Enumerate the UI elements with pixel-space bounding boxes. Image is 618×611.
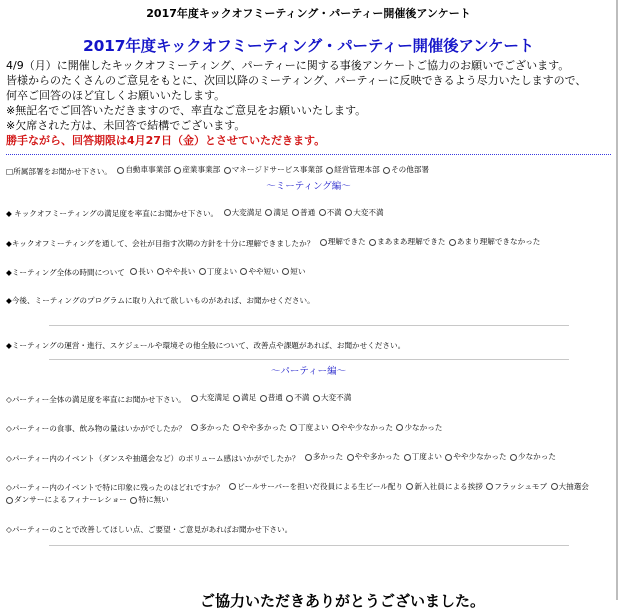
radio-button[interactable]	[199, 268, 206, 275]
page-border	[616, 0, 617, 600]
question-label: ◆ミーティングの運営・進行、スケジュールや環境その他全般について、改善点や課題があれば、お聞かせください。	[6, 341, 406, 350]
option-label: 満足	[241, 393, 257, 402]
radio-button[interactable]	[326, 167, 333, 174]
radio-button[interactable]	[396, 424, 403, 431]
option-m1-0[interactable]	[224, 207, 262, 219]
option-m1-1[interactable]	[265, 207, 288, 219]
radio-button[interactable]	[383, 167, 390, 174]
option-label: 大変満足	[199, 393, 230, 402]
radio-button[interactable]	[486, 483, 493, 490]
question-m4	[0, 295, 617, 307]
intro-line: 皆様からのたくさんのご意見をもとに、次回以降のミーティング、パーティーに反映できるよう尽力いたしますので、	[6, 74, 587, 87]
option-p3-0[interactable]	[305, 451, 343, 463]
question-label: ◇パーティー内のイベント（ダンスや抽選会など）のボリューム感はいかがでしたか？	[6, 453, 300, 463]
option-m3-4[interactable]	[282, 266, 305, 278]
option-p2-4[interactable]	[396, 422, 442, 434]
option-label: 短い	[290, 266, 306, 276]
option-label: やや少なかった	[339, 422, 394, 432]
radio-button[interactable]	[406, 483, 413, 490]
header-title: 2017年度キックオフミーティング・パーティー開催後アンケート	[146, 7, 471, 20]
radio-button[interactable]	[157, 268, 164, 275]
option-label: 丁度よい	[298, 422, 329, 432]
page-title: 2017年度キックオフミーティング・パーティー開催後アンケート	[83, 37, 534, 55]
option-label: 自動車事業部	[125, 165, 171, 174]
option-label: フラッシュモブ	[494, 481, 548, 491]
option-p2-0[interactable]	[191, 422, 229, 434]
option-p3-1[interactable]	[347, 451, 401, 463]
option-label: 大変不満	[353, 207, 384, 217]
radio-button[interactable]	[320, 239, 327, 246]
radio-button[interactable]	[174, 167, 181, 174]
option-m1-2[interactable]	[292, 207, 315, 219]
radio-button[interactable]	[286, 395, 293, 402]
thank-you-text: ご協力いただきありがとうございました。	[200, 592, 486, 610]
question-m5	[0, 340, 617, 352]
radio-button[interactable]	[345, 209, 352, 216]
question-label: ◇パーティーの食事、飲み物の量はいかがでしたか？	[6, 424, 186, 433]
option-label: ダンサーによるフィナーレショー	[14, 495, 127, 504]
radio-button[interactable]	[130, 268, 137, 275]
radio-button[interactable]	[265, 209, 272, 216]
option-m2-0[interactable]	[320, 236, 366, 248]
option-p3-3[interactable]	[445, 451, 506, 463]
textarea-line[interactable]	[49, 325, 569, 326]
option-p1-3[interactable]	[286, 392, 309, 404]
section-title-party: ～パーティー編～	[270, 366, 347, 377]
option-m2-2[interactable]	[449, 236, 541, 248]
option-department-2[interactable]	[224, 164, 323, 176]
intro-line: 4/9（月）に開催したキックオフミーティング、パーティーに関する事後アンケートご協力のお願いでございます。	[6, 59, 570, 72]
option-label: 大抽選会	[558, 481, 589, 491]
radio-button[interactable]	[6, 497, 13, 504]
radio-button[interactable]	[292, 209, 299, 216]
option-label: 産業事業部	[182, 165, 221, 174]
option-label: やや多かった	[354, 452, 401, 461]
option-p4-5[interactable]	[130, 494, 168, 506]
option-department-3[interactable]	[326, 164, 380, 176]
radio-button[interactable]	[404, 454, 411, 461]
question-label: ◆ミーティング全体の時間について	[6, 268, 125, 277]
option-p4-4[interactable]	[6, 494, 127, 506]
radio-button[interactable]	[224, 209, 231, 216]
radio-button[interactable]	[233, 424, 240, 431]
radio-button[interactable]	[332, 424, 339, 431]
option-label: その他部署	[391, 165, 430, 174]
option-label: 大変満足	[231, 207, 262, 217]
option-department-1[interactable]	[174, 164, 220, 176]
option-label: 不満	[326, 207, 342, 217]
option-m1-4[interactable]	[345, 207, 383, 219]
radio-button[interactable]	[510, 454, 517, 461]
question-m3	[0, 266, 617, 280]
option-label: まあまあ理解できた	[377, 237, 446, 246]
option-label: やや長い	[164, 266, 196, 276]
option-p4-1[interactable]	[406, 481, 482, 493]
option-label: 少なかった	[404, 422, 443, 432]
question-label: □所属部署をお聞かせ下さい。	[6, 166, 112, 176]
radio-button[interactable]	[305, 454, 312, 461]
option-p1-0[interactable]	[191, 392, 229, 404]
option-label: 多かった	[312, 452, 344, 461]
option-label: 多かった	[199, 422, 230, 432]
option-label: 満足	[273, 207, 289, 217]
option-label: やや多かった	[241, 422, 287, 432]
textarea-line[interactable]	[49, 545, 569, 546]
option-label: 大変不満	[320, 393, 352, 402]
option-label: ビールサーバーを担いだ役員による生ビール配り	[237, 481, 404, 491]
option-m3-0[interactable]	[130, 266, 153, 278]
option-m3-1[interactable]	[157, 266, 195, 278]
radio-button[interactable]	[191, 424, 198, 431]
radio-button[interactable]	[229, 483, 236, 490]
question-label: ◇パーティー内のイベントで特に印象に残ったのはどれですか？	[6, 483, 224, 492]
question-p1	[0, 392, 617, 406]
radio-button[interactable]	[240, 268, 247, 275]
radio-button[interactable]	[445, 454, 452, 461]
intro-line: ※無記名でご回答いただきますので、率直なご意見をお願いいたします。	[6, 104, 367, 117]
intro-text	[0, 58, 617, 148]
radio-button[interactable]	[319, 209, 326, 216]
option-p1-2[interactable]	[260, 392, 283, 404]
question-department	[0, 164, 617, 178]
radio-button[interactable]	[369, 239, 376, 246]
option-label: 普通	[267, 393, 283, 402]
option-p2-3[interactable]	[332, 422, 393, 434]
option-p3-4[interactable]	[510, 451, 556, 463]
option-p3-2[interactable]	[404, 451, 442, 463]
radio-button[interactable]	[290, 424, 297, 431]
radio-button[interactable]	[282, 268, 289, 275]
radio-button[interactable]	[191, 395, 198, 402]
question-p3	[0, 451, 617, 465]
question-label: ◆キックオフミーティングを通して、会社が目指す次期の方針を十分に理解できましたか？	[6, 238, 315, 248]
radio-button[interactable]	[551, 483, 558, 490]
deadline-notice: 勝手ながら、回答期限は4月27日（金）とさせていただきます。	[6, 134, 326, 147]
question-p4	[0, 481, 617, 508]
option-department-4[interactable]	[383, 164, 429, 176]
section-title-meeting: ～ミーティング編～	[266, 180, 351, 192]
option-p1-4[interactable]	[313, 392, 351, 404]
radio-button[interactable]	[347, 454, 354, 461]
option-label: 新入社員による挨拶	[414, 481, 483, 491]
option-label: 丁度よい	[206, 266, 238, 276]
question-label: ◇パーティー全体の満足度を率直にお聞かせ下さい。	[6, 394, 186, 404]
option-label: やや短い	[248, 266, 279, 276]
option-label: 不満	[294, 393, 310, 402]
radio-button[interactable]	[233, 395, 240, 402]
radio-button[interactable]	[117, 167, 124, 174]
question-label: ◇パーティーのことで改善してほしい点、ご要望・ご意見があればお聞かせ下さい。	[6, 524, 293, 534]
radio-button[interactable]	[260, 395, 267, 402]
option-label: 普通	[299, 207, 316, 217]
radio-button[interactable]	[449, 239, 456, 246]
option-label: やや少なかった	[453, 452, 507, 461]
option-label: 経営管理本部	[334, 165, 380, 174]
textarea-line[interactable]	[49, 359, 569, 360]
option-m3-2[interactable]	[199, 266, 237, 278]
radio-button[interactable]	[130, 497, 137, 504]
option-label: 長い	[138, 266, 154, 276]
question-label: ◆ キックオフミーティングの満足度を率直にお聞かせ下さい。	[6, 209, 219, 218]
question-m1	[0, 207, 617, 221]
intro-line: ※欠席された方は、未回答で結構でございます。	[6, 119, 246, 132]
question-label: ◆今後、ミーティングのプログラムに取り入れて欲しいものがあれば、お聞かせください。	[6, 296, 315, 305]
option-m3-3[interactable]	[240, 266, 278, 278]
intro-line: 何卒ご回答のほど宜しくお願いいたします。	[6, 89, 226, 102]
option-p4-2[interactable]	[486, 481, 547, 493]
question-p2	[0, 422, 617, 436]
option-p2-2[interactable]	[290, 422, 328, 434]
option-label: 特に無い	[138, 495, 169, 504]
option-p4-3[interactable]	[551, 481, 589, 493]
option-m2-1[interactable]	[369, 236, 445, 248]
option-m1-3[interactable]	[319, 207, 342, 219]
option-label: マネージドサービス事業部	[231, 165, 323, 174]
option-p2-1[interactable]	[233, 422, 287, 434]
option-label: あまり理解できなかった	[456, 237, 541, 246]
dotted-divider	[6, 154, 611, 155]
option-p1-1[interactable]	[233, 392, 256, 404]
radio-button[interactable]	[313, 395, 320, 402]
option-department-0[interactable]	[117, 164, 171, 176]
option-label: 丁度よい	[411, 452, 442, 461]
option-label: 理解できた	[327, 237, 366, 246]
radio-button[interactable]	[224, 167, 231, 174]
option-label: 少なかった	[518, 452, 556, 461]
question-p5	[0, 524, 617, 536]
option-p4-0[interactable]	[229, 481, 403, 493]
question-m2	[0, 236, 617, 250]
